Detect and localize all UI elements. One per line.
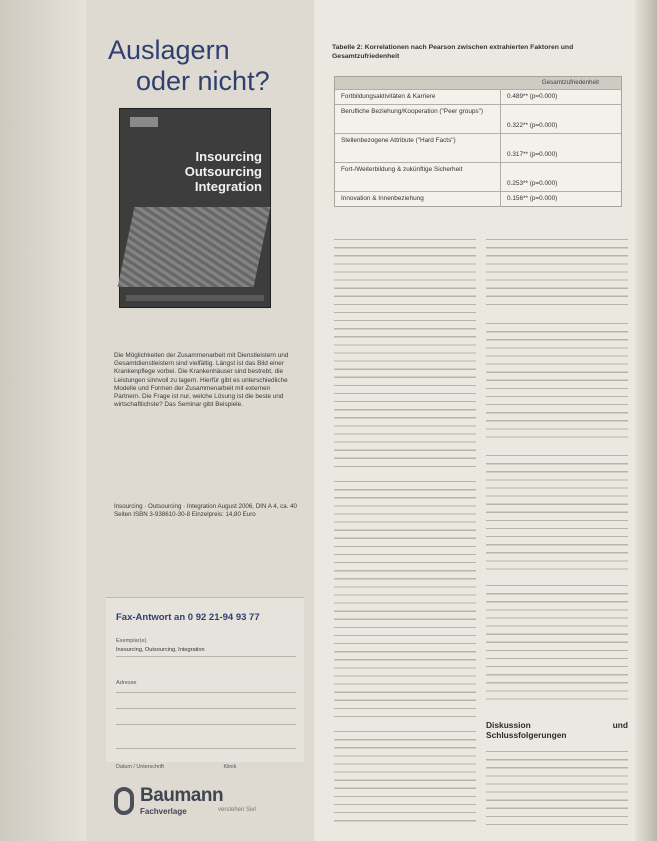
body-text-block [334,236,476,468]
form-line [116,748,296,749]
publisher-logo-icon [130,117,158,127]
table-row [335,191,621,206]
form-line [116,724,296,725]
ad-title-line1: Auslagern [108,35,230,65]
brand-sub: Fachverlage [140,807,187,816]
ad-title-line2: oder nicht? [136,66,270,96]
table-cell-value: 0.253** (p=0.000) [507,180,558,187]
table-cell-label: Stellenbezogene Attribute ("Hard Facts") [335,134,501,162]
table-cell-label: Innovation & Innenbeziehung [335,192,501,206]
form-label-title: Insourcing, Outsourcing, Integration [116,647,205,653]
table-caption: Tabelle 2: Korrelationen nach Pearson zwischen extrahierten Faktoren und Gesamtzufriedenheit [332,44,574,60]
form-line [116,692,296,693]
table-cell-value: 0.317** (p=0.000) [507,151,558,158]
baumann-logo-icon [114,787,134,815]
clinic-label: Klinik [223,764,237,770]
ad-description: Die Möglichkeiten der Zusammenarbeit mit Dienstleistern und Gesamtdienstleistern sind vielfältig. Längst ist das Bild einer Krankenpflege vorbei. Die Krankenhäuser sind bestrebt, die Leistungen sinnvoll zu lagern. Hierfür gibt es unterschiedliche Modelle und Formen der Zusammenarbeit mit externen Partnern. Die Frage ist nur, welche Lösung ist die beste und wirtschaftlichste? Das Seminar gibt Beispiele. [114,352,289,409]
publisher-brand [114,785,304,825]
body-text-block [486,236,628,312]
signature-label: Datum / Unterschrift [116,764,164,770]
form-signature-labels [116,764,296,770]
page-gutter-left [0,0,86,841]
book-cover [119,108,271,308]
ad-book-meta: Insourcing · Outsourcing · Integration August 2006, DIN A 4, ca. 40 Seiten ISBN 3-938610-30-8 Einzelpreis: 14,80 Euro [114,503,297,518]
page-gutter-right [635,0,657,841]
table-cell-label: Fort-/Weiterbildung & zukünftige Sicherheit [335,163,501,191]
floor-plan-image [117,207,270,287]
ad-title [108,35,304,97]
table-row [335,133,621,162]
form-line [116,656,296,657]
body-text-block [486,452,628,574]
form-label-address: Adresse [116,680,137,686]
body-text-block [486,748,628,828]
table-cell-label: Fortbildungsaktivitäten & Karriere [335,90,501,104]
body-text-block [334,728,476,828]
fax-label: Fax-Antwort an 0 92 21-94 93 77 [116,612,260,623]
brand-tagline: verstehen Sie! [218,807,257,813]
article-page [314,0,635,841]
brand-name: Baumann [140,785,224,806]
book-title: Insourcing Outsourcing Integration [184,149,262,194]
table-cell-value: 0.322** (p=0.000) [507,122,558,129]
body-text-block [486,320,628,442]
table-row [335,162,621,191]
correlation-table [334,76,622,207]
table-row [335,89,621,104]
table-header: Gesamtzufriedenheit [335,77,621,89]
form-label-copies: Exemplar(e) [116,638,147,644]
form-line [116,708,296,709]
table-row [335,104,621,133]
advertisement [86,0,315,841]
fax-order-form [106,597,304,762]
table-cell-label: Berufliche Beziehung/Kooperation ("Peer groups") [335,105,501,133]
table-cell-value: 0.156** (p=0.000) [507,195,558,202]
body-text-block [486,582,628,700]
book-footer-bar [126,295,264,301]
table-cell-value: 0.489** (p=0.000) [507,93,558,100]
discussion-section [486,716,628,743]
section-heading: Diskussion und Schlussfolgerungen [486,720,628,740]
body-text-block [334,478,476,718]
